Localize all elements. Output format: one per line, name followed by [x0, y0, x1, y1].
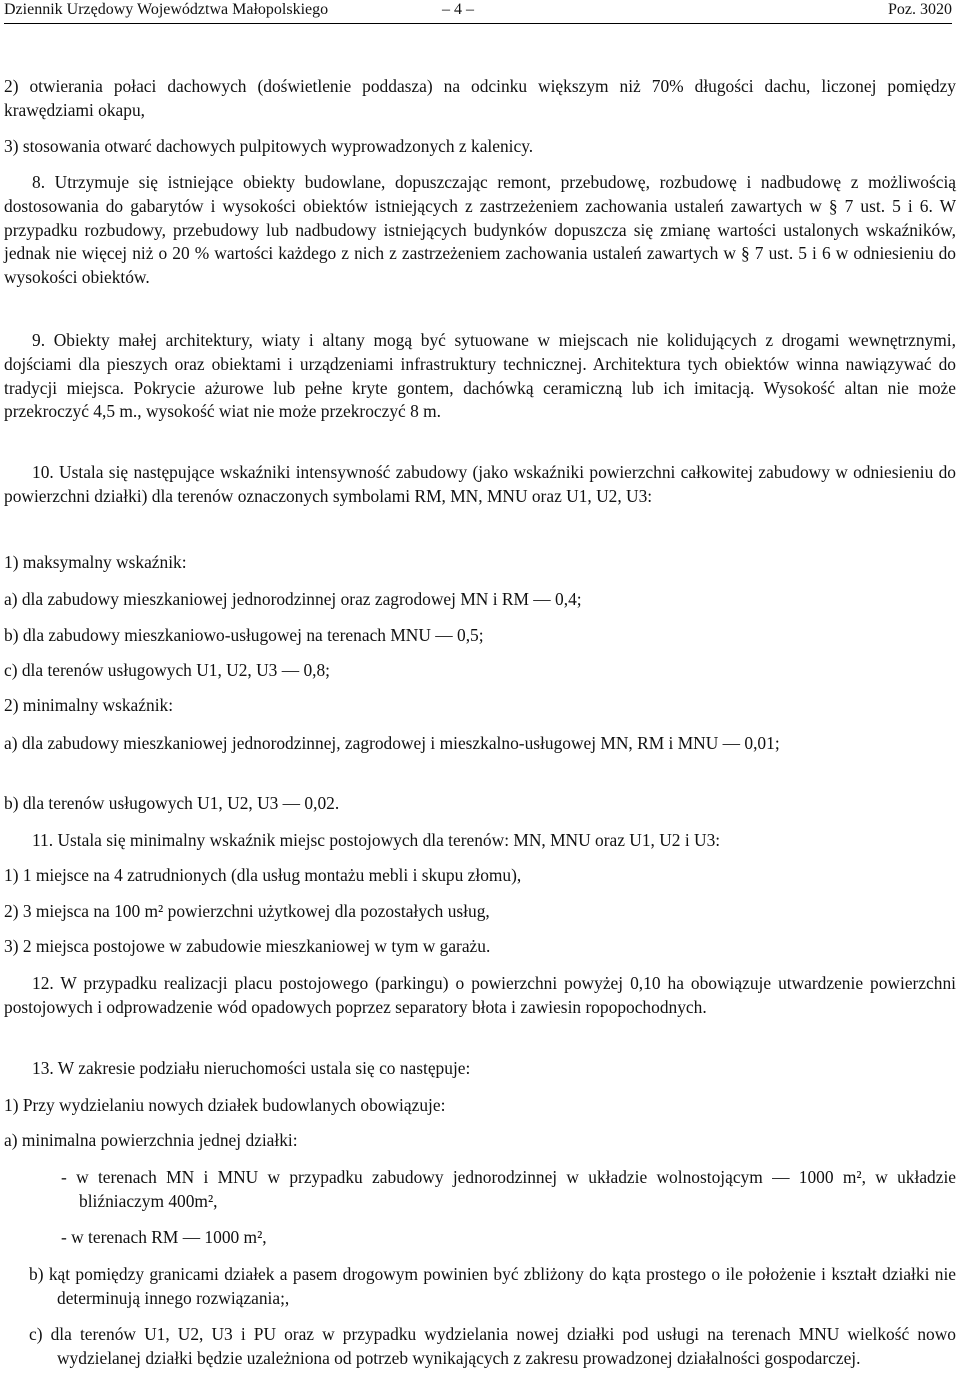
journal-title: Dziennik Urzędowy Województwa Małopolskiego — [4, 1, 329, 18]
list-item-max-a: a) dla zabudowy mieszkaniowej jednorodzinnej oraz zagrodowej MN i RM — 0,4; — [4, 589, 582, 609]
list-item-max-c: c) dla terenów usługowych U1, U2, U3 — 0,8; — [4, 660, 331, 680]
header-rule — [4, 23, 952, 24]
page-header — [4, 0, 952, 22]
list-item-division-c: c) dla terenów U1, U2, U3 i PU oraz w przypadku wydzielania nowej działki pod usługi na terenach MNU wielkość nowo wydzielanej działki będzie uzależniona od potrzeb wynikających z zakresu prowadzonej działalności gospodarczej. — [29, 1324, 956, 1368]
list-item-parking-3: 3) 2 miejsca postojowe w zabudowie mieszkaniowej w tym w garażu. — [4, 936, 491, 956]
paragraph-8-existing-buildings: 8. Utrzymuje się istniejące obiekty budowlane, dopuszczając remont, przebudowę, rozbudowę i nadbudowę z możliwością dostosowania do gabarytów i wysokości obiektów istniejących z zastrzeżeniem zachowania ustaleń zawartych w § 7 ust. 5 i 6. W przypadku rozbudowy, przebudowy lub nadbudowy istniejących budynków dopuszcza się zmianę wartości ustalonych wskaźników, jednak nie więcej niż o 20 % wartości każdego z nich z zastrzeżeniem zachowania ustaleń zawartych w § 7 ust. 5 i 6 w odniesieniu do wysokości obiektów. — [4, 172, 956, 288]
position-number: Poz. 3020 — [888, 1, 952, 18]
paragraph-2-roof-openings: 2) otwierania połaci dachowych (doświetlenie poddasza) na odcinku większym niż 70% długości dachu, liczonej pomiędzy krawędziami okapu, — [4, 76, 956, 120]
paragraph-10-intensity: 10. Ustala się następujące wskaźniki intensywność zabudowy (jako wskaźniki powierzchni całkowitej zabudowy w odniesieniu do powierzchni działki) dla terenów oznaczonych symbolami RM, MN, MNU oraz U1, U2, U3: — [4, 462, 956, 506]
list-item-division-a: a) minimalna powierzchnia jednej działki: — [4, 1130, 298, 1150]
list-item-parking-2: 2) 3 miejsca na 100 m² powierzchni użytkowej dla pozostałych usług, — [4, 901, 490, 921]
paragraph-9-small-architecture: 9. Obiekty małej architektury, wiaty i altany mogą być sytuowane w miejscach nie kolidujących z drogami wewnętrznymi, dojściami dla pieszych oraz obiektami i urządzeniami infrastruktury technicznej. Architektura tych obiektów winna nawiązywać do tradycji miejsca. Pokrycie ażurowe lub pełne kryte gontem, dachówką ceramiczną lub ich imitacją. Wysokość altan nie może przekroczyć 4,5 m., wysokość wiat nie może przekroczyć 8 m. — [4, 330, 956, 422]
list-item-min-b: b) dla terenów usługowych U1, U2, U3 — 0,02. — [4, 793, 340, 813]
list-item-parking-1: 1) 1 miejsce na 4 zatrudnionych (dla usług montażu mebli i skupu złomu), — [4, 865, 522, 885]
list-item-max-index: 1) maksymalny wskaźnik: — [4, 552, 187, 572]
list-item-min-a: a) dla zabudowy mieszkaniowej jednorodzinnej, zagrodowej i mieszkalno-usługowej MN, RM i MNU — 0,01; — [4, 733, 780, 753]
paragraph-3-ridge-openings: 3) stosowania otwarć dachowych pulpitowych wyprowadzonych z kalenicy. — [4, 136, 534, 156]
list-item-division-rm: - w terenach RM — 1000 m², — [61, 1227, 267, 1247]
list-item-max-b: b) dla zabudowy mieszkaniowo-usługowej na terenach MNU — 0,5; — [4, 625, 484, 645]
list-item-min-index: 2) minimalny wskaźnik: — [4, 695, 174, 715]
paragraph-13-division: 13. W zakresie podziału nieruchomości ustala się co następuje: — [32, 1058, 471, 1078]
list-item-division-1: 1) Przy wydzielaniu nowych działek budowlanych obowiązuje: — [4, 1095, 446, 1115]
paragraph-12-parking-lot: 12. W przypadku realizacji placu postojowego (parkingu) o powierzchni powyżej 0,10 ha obowiązuje utwardzenie powierzchni postojowych i odprowadzenie wód opadowych poprzez separatory błota i zawiesin ropopochodnych. — [4, 973, 956, 1017]
paragraph-11-parking: 11. Ustala się minimalny wskaźnik miejsc postojowych dla terenów: MN, MNU oraz U1, U2 i U3: — [32, 830, 721, 850]
page-number: – 4 – — [442, 1, 474, 18]
list-item-division-mn: - w terenach MN i MNU w przypadku zabudowy jednorodzinnej w układzie wolnostojącym — 1000 m², w układzie bliźniaczym 400m², — [61, 1167, 956, 1211]
list-item-division-b: b) kąt pomiędzy granicami działek a pasem drogowym powinien być zbliżony do kąta prostego o ile położenie i kształt działki nie determinują innego rozwiązania;, — [29, 1264, 956, 1308]
